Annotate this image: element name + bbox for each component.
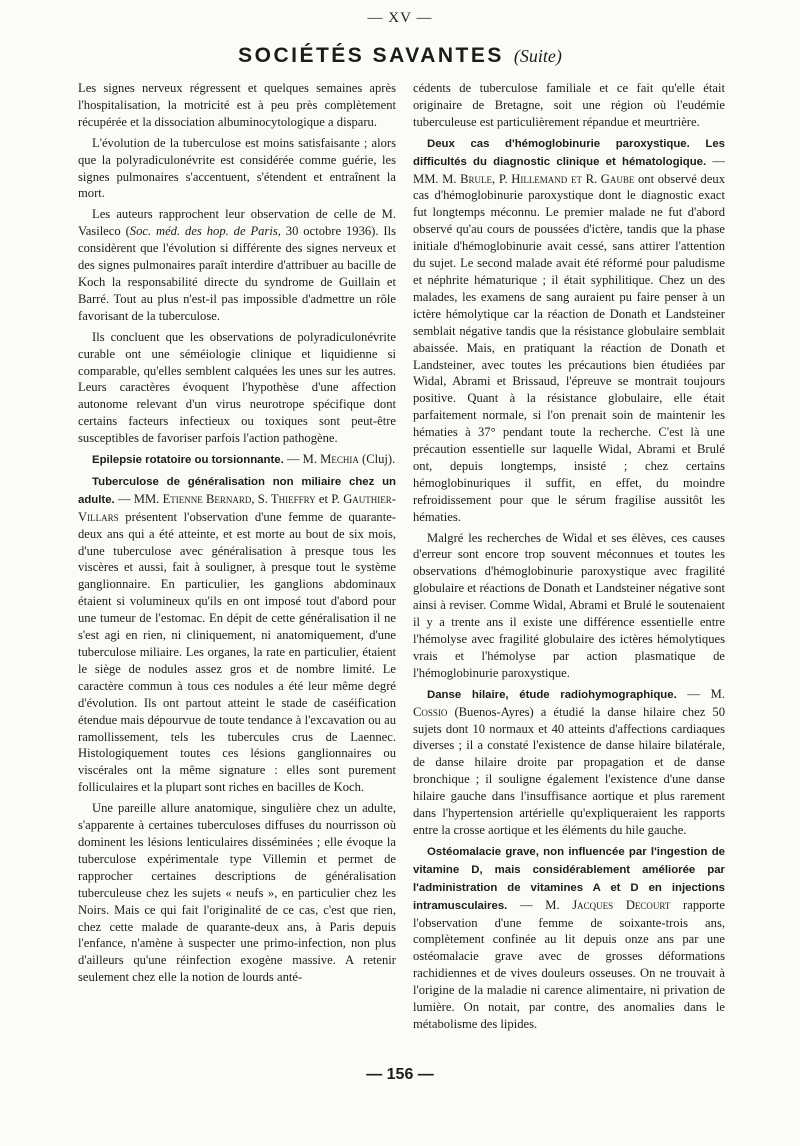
left-column bbox=[78, 80, 396, 1070]
communication-epilepsie bbox=[78, 451, 396, 469]
citation: Soc. méd. des hop. de Paris, bbox=[129, 224, 281, 239]
paragraph-text: (Buenos-Ayres) a étudié la danse hilaire chez 50 sujets dont 10 normaux et 40 atteints d'affections cardiaques diverses ; il a constaté l'existence de danse hilaire bilatérale, de danse hilaire droite par propagation et de danse bronchique ; il souligne également l'existence d'une danse hilaire gauche dans l'insuffisance aortique et plus rarement dans l'hypertension artérielle qu'expliqueraient les rapports entre la crosse aortique et les éléments du hile gauche. bbox=[413, 704, 725, 837]
paragraph: Malgré les recherches de Widal et ses élèves, ces causes d'erreur sont encore trop souvent méconnues et toutes les observations d'hémoglobinurie paroxystique avec fragilité globulaire et réactions de Donath et Landsteiner négative sont ainsi à reviser. Comme Widal, Abrami et Brulé le soutenaient il y a trente ans il existe une différence essentielle entre l'hémolyse avec fragilité globulaire des ictères hémolytiques vrais et l'hémolyse par action plasmatique de l'hémoglobinurie paroxystique. bbox=[413, 530, 725, 680]
paragraph-text: présentent l'observation d'une femme de quarante-deux ans qui a été atteinte, et est morte au bout de six mois, d'une tuberculose avec généralisation à presque tous les viscères et aussi, fait à souligner, à presque tout le système ganglionnaire. En particulier, les ganglions abdominaux étaient si volumineux qu'ils en ont imposé tout d'abord pour une tumeur de l'estomac. En dépit de cette généralisation il ne s'est agi en rien, ni cliniquement, ni anatomiquement, d'une tuberculose miliaire. Les organes, la rate en particulier, étaient le siège de nodules assez gros et de nombre limité. Le caractère commun à tous ces nodules a été leur même degré d'évolution. Ils ont partout atteint le stade de caséification étendue mais dépourvue de toute tendance à l'excavation ou au ramollissement, tels les tubercules crus de Laennec. Histologiquement toutes ces lésions ganglionnaires ou viscérales ont la même signature : elles sont purement folliculaires et la plupart sont riches en bacilles de Koch. bbox=[78, 509, 396, 795]
right-column bbox=[413, 80, 725, 1070]
paragraph: cédents de tuberculose familiale et ce fait qu'elle était originaire de Bretagne, soit une région où l'eudémie tuberculeuse est particulièrement répandue et meurtrière. bbox=[413, 81, 725, 129]
author-name: Cossio bbox=[413, 704, 448, 719]
communication-danse-hilaire bbox=[413, 686, 725, 839]
paragraph-text: 30 octobre 1936). Ils considèrent que l'évolution si différente des signes nerveux et des signes pulmonaires paraît interdire d'attribuer au bacille de Koch la responsabilité directe du syndrome de Guillain et Barré. Tout au plus n'est-il pas impossible d'admettre un rôle favorisant de la tuberculose. bbox=[78, 224, 396, 323]
paragraph-text: rapporte l'observation d'une femme de soixante-trois ans, complètement confinée au lit depuis onze ans par une ostéomalacie grave avec de grosses déformations rachidiennes et de vives douleurs osseuses. On ne trouvait à l'origine de la maladie ni carence alimentaire, ni privation de lumière. On notait, par contre, des anomalies dans le métabolisme des lipides. bbox=[413, 897, 725, 1031]
separator: — M. bbox=[283, 452, 321, 467]
paragraph: L'évolution de la tuberculose est moins satisfaisante ; alors que la polyradiculonévrite est considérée comme guérie, les signes pulmonaires s'accentuent, s'étendent et entraînent la mort. bbox=[78, 135, 396, 201]
paragraph: Les signes nerveux régressent et quelques semaines après l'hospitalisation, la motricité est à peu près complètement récupérée et la dissociation albuminocytologique a disparu. bbox=[78, 81, 396, 129]
separator: — M. bbox=[676, 686, 725, 701]
paragraph-text: ont observé deux cas d'hémoglobinurie paroxystique dont le diagnostic exact fut longtemps méconnu. Le premier malade ne fut d'abord observé qu'au cours de poussées d'ictère, tandis que la phase initiale d'hémoglobinurie avait cessé, sans attirer l'attention du sujet. Le second malade avait été réformé pour paludisme et néphrite hématurique ; il était syphilitique. Chez un des malades, les examens de sang auraient pu faire penser à un ictère hémolytique car la réaction de Donath et Landsteiner semblait négative tandis que la résistance globulaire semblait abaissée. Mais, en pratiquant la réaction de Donath et Landsteiner, avec toutes les précautions bien étudiées par Widal, Abrami et Brissaud, l'épreuve se montrait toujours positive. Quant à la résistance globulaire, elle était parfaitement normale, si l'on prenait soin de maintenir les hématies à 37° pendant toute la recherche. C'est là une précaution essentielle sur laquelle Widal, Abrami et Brulé ont, depuis longtemps, insisté ; chez certains hémoglobinuriques il suffit, en effet, du moindre refroidissement pour que le sérum fragilise aussitôt les hématies. bbox=[413, 171, 725, 524]
author-names: Etienne Bernard, S. Thieffry bbox=[162, 491, 316, 506]
separator: — M. bbox=[507, 897, 573, 912]
paragraph-text: Les auteurs rapprochent leur observation de celle de M. Vasileco ( bbox=[78, 207, 396, 239]
communication-title: Tuberculose de généralisation non miliaire chez un adulte. bbox=[78, 475, 396, 506]
section-title: SOCIÉTÉS SAVANTES bbox=[238, 44, 504, 67]
page-number: — 156 — bbox=[366, 1066, 434, 1083]
author-names: Brule, P. Hillemand et R. Gaube bbox=[460, 171, 635, 186]
separator: et P. bbox=[315, 491, 344, 506]
author-name: Jacques Decourt bbox=[572, 897, 671, 912]
author-name: Mechia bbox=[320, 452, 359, 467]
separator: — MM. bbox=[114, 491, 163, 506]
paragraph bbox=[78, 206, 396, 324]
author-location: (Cluj). bbox=[358, 452, 396, 467]
communication-title: Danse hilaire, étude radiohymographique. bbox=[427, 688, 677, 701]
separator: — MM. M. bbox=[413, 153, 725, 186]
communication-osteomalacie bbox=[413, 843, 725, 1033]
communication-title: Deux cas d'hémoglobinurie paroxystique. Les difficultés du diagnostic clinique et hématologique. bbox=[413, 137, 725, 168]
paragraph: Une pareille allure anatomique, singulière chez un adulte, s'apparente à certaines tuberculoses diffuses du nourrisson où dominent les lésions lenticulaires disséminées ; elle évoque la tuberculose expérimentale type Villemin et permet de rapprocher certaines descriptions de généralisation tuberculeuse chez les sujets « neufs », en particulier chez les Noirs. Mais ce qui fait l'originalité de ce cas, c'est que rien, chez cette malade de quarante-deux ans, à Paris depuis l'enfance, n'amène à suspecter une primo-infection, non plus d'ailleurs qu'une réinfection exogène massive. A retenir seulement chez elle la notion de lourds anté- bbox=[78, 801, 396, 985]
communication-title: Epilepsie rotatoire ou torsionnante. bbox=[92, 454, 284, 467]
communication-tuberculose bbox=[78, 473, 396, 796]
communication-title: Ostéomalacie grave, non influencée par l'ingestion de vitamine D, mais considérablement améliorée par l'administration de vitamines A et D en injections intramusculaires. bbox=[413, 845, 725, 912]
section-header bbox=[0, 44, 800, 68]
paragraph: Ils concluent que les observations de polyradiculonévrite curable ont une séméiologie clinique et liquidienne si comparable, qu'elles semblent calquées les unes sur les autres. Leurs caractères évoquent l'hypothèse d'une affection autonome relevant d'un virus neurotrope spécifique dont certains facteurs infectieux ou toxiques sont peut-être susceptibles de favoriser parfois l'action pathogène. bbox=[78, 329, 396, 446]
section-subtitle: (Suite) bbox=[513, 46, 562, 66]
roman-page-number: — XV — bbox=[367, 10, 433, 26]
communication-hemoglobinurie bbox=[413, 135, 725, 526]
author-name: Gauthier-Villars bbox=[78, 491, 396, 524]
